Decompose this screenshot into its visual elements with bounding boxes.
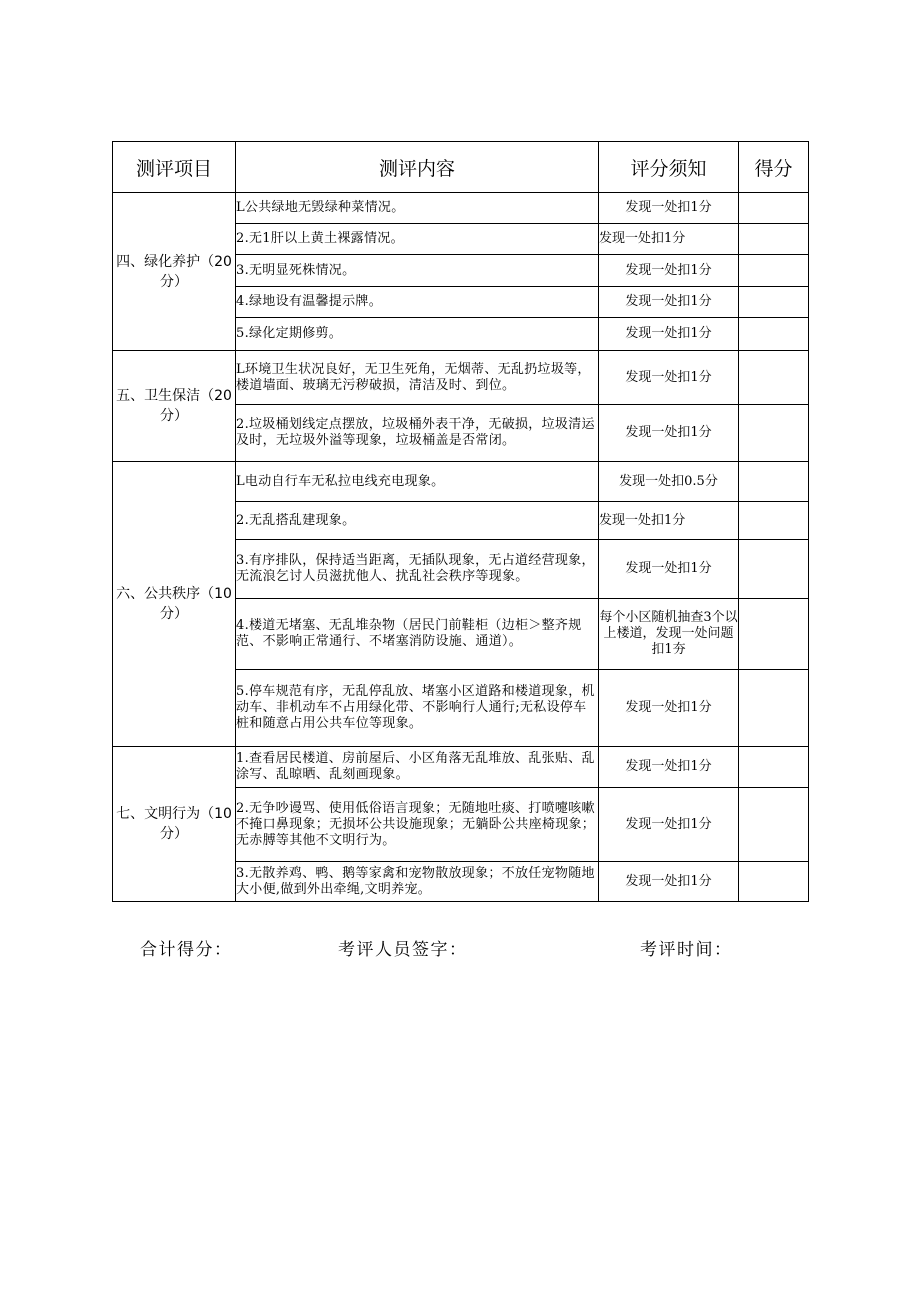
score-cell[interactable] (739, 193, 809, 224)
score-cell[interactable] (739, 747, 809, 788)
score-cell[interactable] (739, 318, 809, 351)
rule-cell: 发现一处扣1分 (599, 540, 739, 599)
score-cell[interactable] (739, 670, 809, 747)
category-greening: 四、绿化养护（20分） (113, 193, 236, 351)
category-sanitation: 五、卫生保洁（20分） (113, 351, 236, 462)
header-row (113, 142, 809, 193)
score-cell[interactable] (739, 405, 809, 462)
content-cell: 2.垃圾桶划线定点摆放，垃圾桶外表干净，无破损，垃圾清运及时，无垃圾外溢等现象，垃圾桶盖是否常闭。 (236, 405, 599, 462)
content-cell: L公共绿地无毁绿种菜情况。 (236, 193, 599, 224)
rule-cell: 发现一处扣1分 (599, 788, 739, 862)
total-score-label: 合计得分： (140, 940, 233, 960)
header-score: 得分 (739, 142, 809, 193)
table-row (113, 747, 809, 788)
content-cell: 4.绿地设有温馨提示牌。 (236, 287, 599, 318)
table-row (113, 351, 809, 405)
content-cell: 5.绿化定期修剪。 (236, 318, 599, 351)
content-cell: 3.无散养鸡、鸭、鹅等家禽和宠物散放现象；不放任宠物随地大小便,做到外出牵绳,文明养宠。 (236, 862, 599, 902)
rule-cell: 发现一处扣1分 (599, 747, 739, 788)
rule-cell: 发现一处扣0.5分 (599, 462, 739, 502)
score-cell[interactable] (739, 599, 809, 670)
header-item: 测评项目 (113, 142, 236, 193)
score-cell[interactable] (739, 540, 809, 599)
rule-cell: 发现一处扣1分 (599, 287, 739, 318)
rule-cell: 发现一处扣1分 (599, 255, 739, 287)
content-cell: 1.查看居民楼道、房前屋后、小区角落无乱堆放、乱张贴、乱涂写、乱晾晒、乱刻画现象。 (236, 747, 599, 788)
rule-cell: 发现一处扣1分 (599, 670, 739, 747)
content-cell: L环境卫生状况良好，无卫生死角，无烟蒂、无乱扔垃圾等，楼道墙面、玻璃无污秽破损，清洁及时、到位。 (236, 351, 599, 405)
header-rule: 评分须知 (599, 142, 739, 193)
score-cell[interactable] (739, 255, 809, 287)
score-cell[interactable] (739, 224, 809, 255)
score-cell[interactable] (739, 287, 809, 318)
score-cell[interactable] (739, 862, 809, 902)
score-cell[interactable] (739, 502, 809, 540)
table-row (113, 193, 809, 224)
rule-cell: 每个小区随机抽查3个以上楼道，发现一处问题扣1夯 (599, 599, 739, 670)
category-civilized-behavior: 七、文明行为（10分） (113, 747, 236, 902)
evaluation-table (112, 141, 809, 902)
content-cell: 2.无争吵谩骂、使用低俗语言现象；无随地吐痰、打喷嚏咳嗽不掩口鼻现象；无损坏公共设施现象；无躺卧公共座椅现象；无赤膊等其他不文明行为。 (236, 788, 599, 862)
rule-cell: 发现一处扣1分 (599, 193, 739, 224)
rule-cell: 发现一处扣1分 (599, 224, 739, 255)
content-cell: 2.无1肝以上黄土裸露情况。 (236, 224, 599, 255)
score-cell[interactable] (739, 788, 809, 862)
score-cell[interactable] (739, 351, 809, 405)
evaluator-signature-label: 考评人员签字： (338, 940, 468, 960)
content-cell: 2.无乱搭乱建现象。 (236, 502, 599, 540)
score-cell[interactable] (739, 462, 809, 502)
rule-cell: 发现一处扣1分 (599, 351, 739, 405)
content-cell: 3.无明显死株情况。 (236, 255, 599, 287)
content-cell: L电动自行车无私拉电线充电现象。 (236, 462, 599, 502)
content-cell: 4.楼道无堵塞、无乱堆杂物（居民门前鞋柜（边柜＞整齐规范、不影响正常通行、不堵塞消防设施、通道）。 (236, 599, 599, 670)
content-cell: 5.停车规范有序，无乱停乱放、堵塞小区道路和楼道现象，机动车、非机动车不占用绿化带、不影响行人通行;无私设停车桩和随意占用公共车位等现象。 (236, 670, 599, 747)
rule-cell: 发现一处扣1分 (599, 502, 739, 540)
evaluation-time-label: 考评时间： (640, 940, 733, 960)
table-row (113, 462, 809, 502)
header-content: 测评内容 (236, 142, 599, 193)
rule-cell: 发现一处扣1分 (599, 862, 739, 902)
category-public-order: 六、公共秩序（10分） (113, 462, 236, 747)
rule-cell: 发现一处扣1分 (599, 405, 739, 462)
rule-cell: 发现一处扣1分 (599, 318, 739, 351)
content-cell: 3.有序排队，保持适当距离，无插队现象，无占道经营现象，无流浪乞讨人员滋扰他人、扰乱社会秩序等现象。 (236, 540, 599, 599)
